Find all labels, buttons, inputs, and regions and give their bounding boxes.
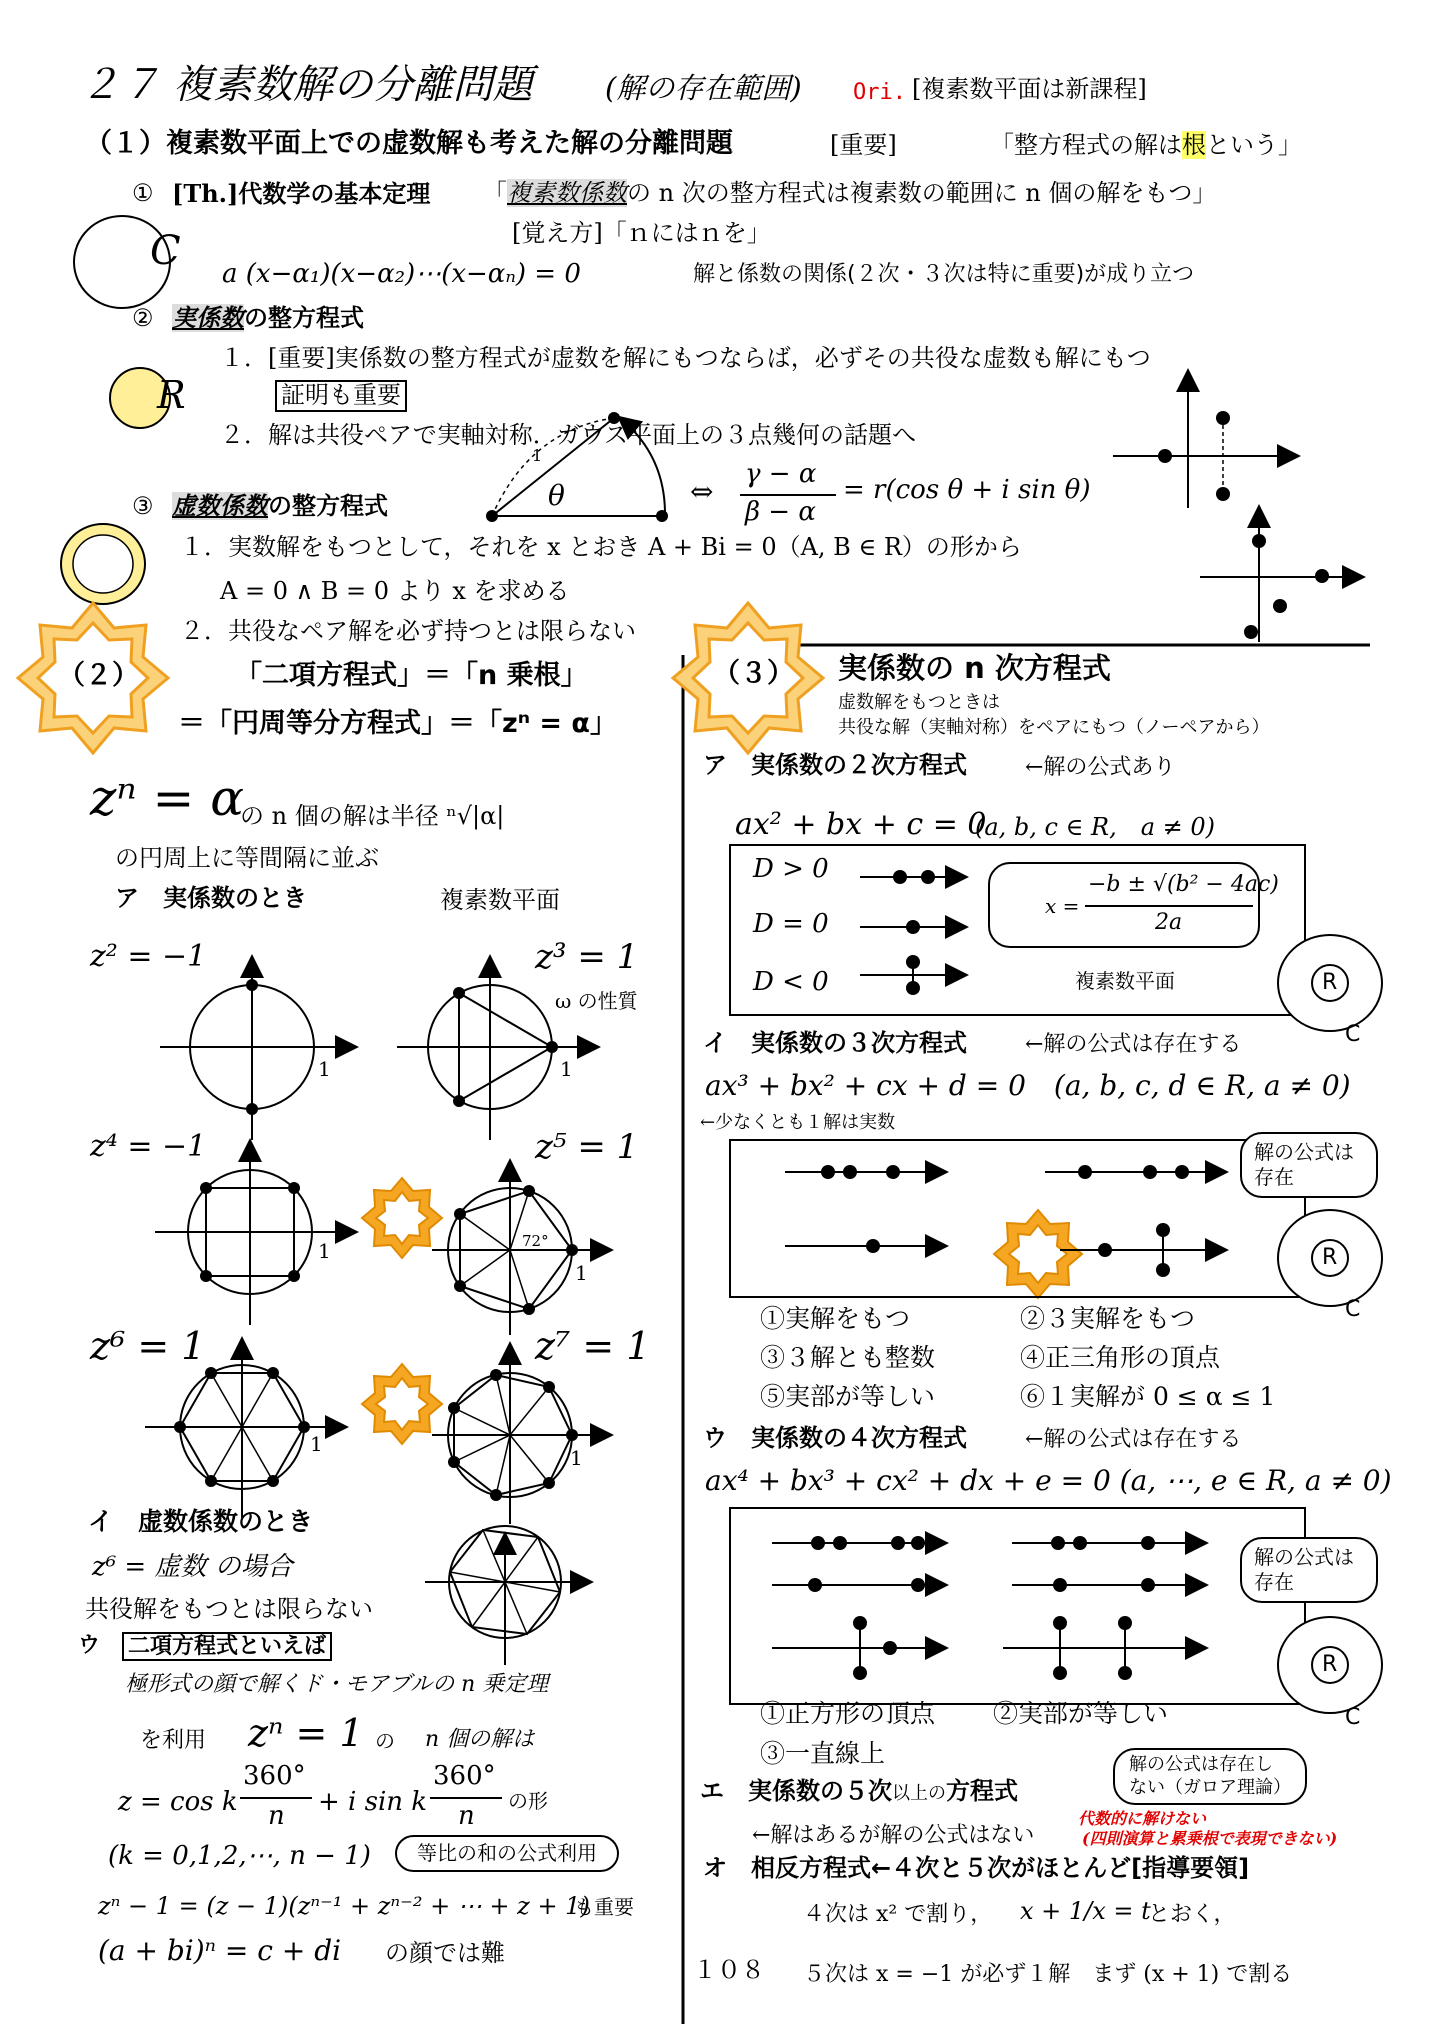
frac-numerator: γ − α	[745, 459, 817, 489]
s2-u-box: 二項方程式といえば	[122, 1632, 332, 1661]
s2-zn-formula: zⁿ = α	[90, 769, 245, 827]
eq-z2: z² = −1	[90, 939, 207, 974]
z5-deg72: 72°	[522, 1232, 549, 1250]
s1-1-theorem: [Th.]代数学の基本定理	[172, 179, 431, 208]
cubic-item-3: ③３解とも整数	[760, 1343, 936, 1372]
k-set: (k = 0,1,2,⋯, n − 1)	[108, 1841, 371, 1871]
s3-num: （３）	[713, 658, 794, 689]
s1-3-point1b: A = 0 ∧ B = 0 より x を求める	[220, 577, 570, 605]
quartic-item-3: ③一直線上	[760, 1739, 886, 1768]
s2-nsol: n 個の解は	[425, 1727, 535, 1752]
triangle-theta: θ	[548, 479, 565, 512]
diagram-z6-imag	[425, 1526, 590, 1665]
diagram-z7	[432, 1345, 610, 1524]
polar-b: + i sin k	[318, 1787, 428, 1817]
s3-i-label: イ 実係数の３次方程式	[703, 1029, 967, 1057]
polar-tail: の形	[508, 1789, 548, 1813]
eq-z7: z⁷ = 1	[535, 1324, 651, 1368]
eq-z4: z⁴ = −1	[90, 1129, 207, 1164]
d-zero: D = 0	[753, 909, 829, 939]
s1-1-mnemonic: [覚え方]「ｎにはｎを」	[512, 219, 771, 247]
s2-heading1: 「二項方程式」＝「n 乗根」	[235, 660, 588, 691]
s3-e-label: エ 実係数の５次以上の方程式	[700, 1777, 1018, 1805]
s2-i-eq: z⁶ = 虚数 の場合	[92, 1552, 293, 1582]
s3-e-note: ←解はあるが解の公式はない	[752, 1823, 1035, 1848]
conjugate-pair-diagram-icon	[1113, 372, 1297, 508]
polar-bar-1	[240, 1797, 312, 1799]
polar-num-2: 360°	[433, 1761, 496, 1791]
diagram-z3	[397, 958, 597, 1140]
s3-a-tail: ←解の公式あり	[1025, 755, 1176, 780]
frac-bar	[740, 494, 836, 496]
s1-2-point2: ２．解は共役ペアで実軸対称．ガウス平面上の３点幾何の話題へ	[220, 421, 916, 449]
s1-1-relation: 解と係数の関係(２次・３次は特に重要)が成り立つ	[693, 262, 1195, 287]
z5-one: 1	[575, 1261, 588, 1285]
s1-2-point1: １．[重要]実係数の整方程式が虚数を解にもつならば，必ずその共役な虚数も解にもつ	[220, 344, 1151, 372]
s1-3-point2: ２．共役なペア解を必ず持つとは限らない	[180, 617, 636, 645]
abi-formula: (a + bi)ⁿ = c + di	[98, 1934, 342, 1967]
s3-o-line1c: とおく，	[1148, 1902, 1236, 1927]
s3-sub2: 共役な解（実軸対称）をペアにもつ（ノーペアから）	[838, 717, 1270, 738]
equiv-symbol: ⇔	[690, 475, 714, 508]
frac-denominator: β − α	[745, 497, 816, 527]
page-subtitle: (解の存在範囲)	[605, 71, 802, 105]
s3-o-label: オ 相反方程式←４次と５次がほとんど[指導要領]	[703, 1854, 1250, 1882]
quartic-item-2: ②実部が等しい	[993, 1699, 1169, 1728]
s2-i-note: 共役解をもつとは限らない	[85, 1595, 373, 1623]
c-label-1: C	[1345, 1022, 1361, 1047]
s2-u-label: ウ	[78, 1633, 101, 1658]
omega-note: ω の性質	[555, 989, 638, 1013]
polar-den-1: n	[268, 1801, 285, 1831]
s2-zn-desc: の n 個の解は半径 ⁿ√|α|	[240, 802, 505, 830]
quad-eq: ax² + bx + c = 0	[735, 807, 987, 842]
quartic-eq: ax⁴ + bx³ + cx² + dx + e = 0 (a, ⋯, e ∈ R, a ≠ 0)	[705, 1464, 1392, 1497]
cubic-eq: ax³ + bx² + cx + d = 0 (a, b, c, d ∈ R, a ≠ 0)	[705, 1069, 1351, 1102]
eq-z6: z⁶ = 1	[90, 1324, 206, 1368]
non-conjugate-diagram-icon	[1200, 508, 1362, 642]
factor-tail: も重要	[574, 1895, 634, 1919]
cubic-item-2: ②３実解をもつ	[1020, 1304, 1196, 1333]
qf-num: −b ± √(b² − 4ac)	[1088, 872, 1279, 897]
r-ellipse-label-3: R	[1322, 1652, 1338, 1677]
s1-heading: （１）複素数平面上での虚数解も考えた解の分離問題	[85, 128, 733, 159]
s1-1-formula: a (x−α₁)(x−α₂)⋯(x−αₙ) = 0	[222, 259, 581, 289]
quartic-formula-bubble: 解の公式は存在	[1240, 1537, 1378, 1603]
r-ellipse-label-1: R	[1322, 970, 1338, 995]
z3-one: 1	[560, 1057, 573, 1081]
polar-bar-2	[430, 1797, 502, 1799]
s2-zn1: zⁿ = 1	[248, 1711, 364, 1755]
c-label-2: C	[1345, 1297, 1361, 1322]
ori-label: Ori.	[853, 80, 906, 105]
eq-z5: z⁵ = 1	[535, 1127, 639, 1167]
diagram-z5	[432, 1162, 610, 1335]
z4-one: 1	[318, 1239, 331, 1263]
s3-u-tail: ←解の公式は存在する	[1025, 1427, 1242, 1452]
page-number: １０８	[693, 1956, 765, 1984]
s2-use: を利用	[140, 1728, 207, 1753]
qf-bar	[1085, 905, 1253, 907]
s2-num: （２）	[58, 660, 139, 691]
s3-heading: 実係数の n 次方程式	[838, 651, 1111, 685]
quad-cond: (a, b, c ∈ R, a ≠ 0)	[975, 813, 1216, 841]
cubic-item-1: ①実解をもつ	[760, 1304, 911, 1333]
star-small-icon-b	[362, 1364, 442, 1444]
cubic-formula-bubble: 解の公式は存在	[1240, 1132, 1378, 1198]
s1-3-num: ③	[132, 492, 154, 520]
s3-a-label: ア 実係数の２次方程式	[703, 751, 967, 779]
polar-a: z = cos k	[118, 1787, 238, 1817]
s1-quote: 「整方程式の解は根という」	[990, 131, 1302, 159]
factor-formula: zⁿ − 1 = (z − 1)(zⁿ⁻¹ + zⁿ⁻² + ⋯ + z + 1)	[98, 1892, 590, 1920]
cubic-note: ←少なくとも１解は実数	[700, 1112, 896, 1133]
s1-2-num: ②	[132, 304, 154, 332]
s3-e-red1: 代数的に解けない	[1078, 1809, 1207, 1828]
s3-sub1: 虚数解をもつときは	[838, 692, 1000, 713]
s1-3-point1: １．実数解をもつとして，それを x とおき A + Bi = 0（A, B ∈ R）の形から	[180, 533, 1022, 561]
polar-num-1: 360°	[243, 1761, 306, 1791]
s1-1-num: ①	[132, 179, 154, 207]
s3-i-tail: ←解の公式は存在する	[1025, 1032, 1242, 1057]
s2-i-label: イ 虚数係数のとき	[88, 1507, 314, 1536]
quartic-item-1: ①正方形の頂点	[760, 1699, 936, 1728]
geometric-sum-bubble: 等比の和の公式利用	[395, 1835, 619, 1872]
r-label: R	[157, 373, 186, 417]
z2-one: 1	[318, 1057, 331, 1081]
star-small-icon-c	[994, 1210, 1082, 1298]
s3-o-line2: ５次は x = −1 が必ず１解 まず (x + 1) で割る	[803, 1962, 1293, 1987]
quartic-lines	[772, 1536, 1205, 1680]
cubic-item-5: ⑤実部が等しい	[760, 1382, 936, 1411]
qf-lhs: x =	[1045, 894, 1080, 918]
quad-lines	[860, 870, 965, 995]
c-label-3: C	[1345, 1705, 1361, 1730]
z6-one: 1	[310, 1432, 323, 1456]
s2-u-desc: 極形式の顔で解くド・モアブルの n 乗定理	[125, 1672, 549, 1697]
diagram-z2	[160, 958, 355, 1140]
s2-no: の	[375, 1729, 395, 1753]
s1-1-statement: 「複素数係数の n 次の整方程式は複素数の範囲に n 個の解をもつ」	[483, 179, 1217, 207]
s3-u-label: ウ 実係数の４次方程式	[703, 1424, 967, 1452]
s3-plane: 複素数平面	[1075, 969, 1175, 993]
cubic-item-6: ⑥１実解が 0 ≤ α ≤ 1	[1020, 1382, 1276, 1411]
s1-2-proof: 証明も重要	[275, 380, 407, 412]
eq-z3: z³ = 1	[535, 937, 639, 977]
rhs-polar: = r(cos θ + i sin θ)	[843, 475, 1091, 505]
qf-den: 2a	[1155, 910, 1183, 935]
c-label: C	[150, 228, 181, 274]
abi-tail: の顔では難	[385, 1939, 505, 1967]
z7-one: 1	[570, 1446, 583, 1470]
s2-heading2: ＝「円周等分方程式」＝「zⁿ = α」	[178, 708, 617, 739]
s2-plane: 複素数平面	[440, 886, 560, 914]
diagram-z4	[155, 1142, 355, 1325]
polar-den-2: n	[458, 1801, 475, 1831]
galois-bubble: 解の公式は存在し ない（ガロア理論）	[1113, 1748, 1307, 1805]
cubic-item-4: ④正三角形の頂点	[1020, 1343, 1221, 1372]
header-note: [複素数平面は新課程]	[912, 75, 1147, 103]
d-positive: D > 0	[753, 854, 829, 884]
triangle-one-label: 1	[532, 446, 543, 465]
s2-a-label: ア 実係数のとき	[115, 884, 307, 912]
s1-3-label: 虚数係数の整方程式	[172, 492, 388, 520]
s3-o-line1b: x + 1/x = t	[1020, 1897, 1151, 1925]
star-small-icon-a	[362, 1178, 442, 1258]
r-ellipse-label-2: R	[1322, 1245, 1338, 1270]
d-negative: D < 0	[753, 967, 829, 997]
s2-zn-desc2: の円周上に等間隔に並ぶ	[115, 844, 379, 872]
page-title: ２７ 複素数解の分離問題	[80, 62, 533, 108]
s1-2-label: 実係数の整方程式	[172, 304, 364, 332]
s3-e-red2: (四則演算と累乗根で表現できない)	[1082, 1829, 1338, 1848]
s3-o-line1a: ４次は x² で割り，	[803, 1902, 993, 1927]
s1-important: [重要]	[830, 131, 897, 159]
